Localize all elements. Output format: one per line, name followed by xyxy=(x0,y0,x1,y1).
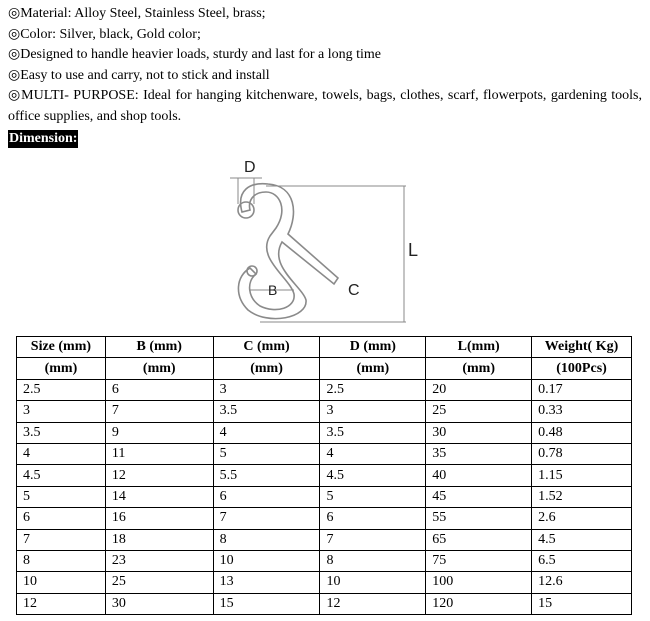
feature-color: ◎Color: Silver, black, Gold color; xyxy=(8,26,201,42)
table-cell: 120 xyxy=(426,593,532,614)
table-cell: 2.6 xyxy=(532,508,632,529)
table-cell: 5.5 xyxy=(213,465,320,486)
table-row xyxy=(17,486,632,507)
table-row xyxy=(17,465,632,486)
table-cell: 7 xyxy=(213,508,320,529)
table-cell: 6 xyxy=(17,508,106,529)
label-d: D xyxy=(244,159,256,176)
table-cell: 12.6 xyxy=(532,572,632,593)
table-cell: 0.33 xyxy=(532,401,632,422)
table-cell: 3.5 xyxy=(213,401,320,422)
header-row-sub xyxy=(17,358,632,379)
table-cell: 7 xyxy=(320,529,426,550)
table-cell: 9 xyxy=(105,422,213,443)
table-cell: 55 xyxy=(426,508,532,529)
table-row xyxy=(17,593,632,614)
table-cell: 3.5 xyxy=(17,422,106,443)
table-cell: 4.5 xyxy=(320,465,426,486)
table-cell: 12 xyxy=(320,593,426,614)
table-cell: 3 xyxy=(320,401,426,422)
header-b: B (mm) xyxy=(105,337,213,358)
table-cell: 0.17 xyxy=(532,379,632,400)
table-cell: 16 xyxy=(105,508,213,529)
table-cell: 30 xyxy=(105,593,213,614)
header-size-unit: (mm) xyxy=(17,358,106,379)
feature-easy-use: ◎Easy to use and carry, not to stick and install xyxy=(8,67,270,83)
table-cell: 10 xyxy=(17,572,106,593)
table-cell: 2.5 xyxy=(320,379,426,400)
table-cell: 12 xyxy=(17,593,106,614)
label-b: B xyxy=(268,282,278,298)
header-l-unit: (mm) xyxy=(426,358,532,379)
table-cell: 6.5 xyxy=(532,550,632,571)
table-cell: 65 xyxy=(426,529,532,550)
table-cell: 1.15 xyxy=(532,465,632,486)
table-cell: 3 xyxy=(17,401,106,422)
dimension-heading: Dimension: xyxy=(9,131,78,146)
table-body xyxy=(17,379,632,614)
table-cell: 4.5 xyxy=(17,465,106,486)
s-hook-drawing xyxy=(210,150,440,330)
table-cell: 5 xyxy=(213,443,320,464)
table-cell: 8 xyxy=(320,550,426,571)
table-cell: 7 xyxy=(17,529,106,550)
table-cell: 15 xyxy=(532,593,632,614)
label-c: C xyxy=(348,282,360,299)
table-cell: 7 xyxy=(105,401,213,422)
feature-durability: ◎Designed to handle heavier loads, sturdy and last for a long time xyxy=(8,47,382,63)
s-hook-diagram xyxy=(210,150,440,330)
table-cell: 10 xyxy=(320,572,426,593)
table-row xyxy=(17,529,632,550)
header-c-unit: (mm) xyxy=(213,358,320,379)
table-cell: 40 xyxy=(426,465,532,486)
header-l: L(mm) xyxy=(426,337,532,358)
table-row xyxy=(17,422,632,443)
feature-multi-purpose: ◎MULTI- PURPOSE: Ideal for hanging kitchenware, towels, bags, clothes, scarf, flowerpots, gardening tools, office supplies, and shop tools. xyxy=(8,88,642,124)
table-cell: 23 xyxy=(105,550,213,571)
table-cell: 4 xyxy=(213,422,320,443)
table-cell: 4.5 xyxy=(532,529,632,550)
table-cell: 13 xyxy=(213,572,320,593)
table-cell: 100 xyxy=(426,572,532,593)
table-cell: 5 xyxy=(17,486,106,507)
table-row xyxy=(17,401,632,422)
feature-list xyxy=(8,4,642,128)
table-cell: 0.48 xyxy=(532,422,632,443)
table-cell: 18 xyxy=(105,529,213,550)
table-cell: 1.52 xyxy=(532,486,632,507)
table-cell: 6 xyxy=(213,486,320,507)
table-cell: 45 xyxy=(426,486,532,507)
dimension-lines xyxy=(230,178,406,322)
table-row xyxy=(17,508,632,529)
table-cell: 20 xyxy=(426,379,532,400)
table-cell: 12 xyxy=(105,465,213,486)
table-cell: 4 xyxy=(320,443,426,464)
table-cell: 4 xyxy=(17,443,106,464)
table-cell: 8 xyxy=(213,529,320,550)
header-weight: Weight( Kg) xyxy=(532,337,632,358)
table-cell: 10 xyxy=(213,550,320,571)
table-cell: 2.5 xyxy=(17,379,106,400)
feature-material: ◎Material: Alloy Steel, Stainless Steel, brass; xyxy=(8,6,266,21)
table-cell: 3 xyxy=(213,379,320,400)
header-b-unit: (mm) xyxy=(105,358,213,379)
table-cell: 30 xyxy=(426,422,532,443)
table-cell: 14 xyxy=(105,486,213,507)
header-weight-unit: (100Pcs) xyxy=(532,358,632,379)
table-row xyxy=(17,379,632,400)
table-row xyxy=(17,572,632,593)
table-cell: 25 xyxy=(105,572,213,593)
table-cell: 3.5 xyxy=(320,422,426,443)
table-cell: 6 xyxy=(105,379,213,400)
table-cell: 75 xyxy=(426,550,532,571)
table-cell: 8 xyxy=(17,550,106,571)
header-c: C (mm) xyxy=(213,337,320,358)
label-l: L xyxy=(408,240,419,260)
header-size: Size (mm) xyxy=(17,337,106,358)
table-cell: 25 xyxy=(426,401,532,422)
dimension-table xyxy=(16,336,632,615)
table-cell: 0.78 xyxy=(532,443,632,464)
header-d-unit: (mm) xyxy=(320,358,426,379)
header-row-units xyxy=(17,337,632,358)
s-hook-outline xyxy=(238,184,338,319)
table-cell: 15 xyxy=(213,593,320,614)
table-cell: 35 xyxy=(426,443,532,464)
table-row xyxy=(17,550,632,571)
header-d: D (mm) xyxy=(320,337,426,358)
table-cell: 11 xyxy=(105,443,213,464)
table-cell: 6 xyxy=(320,508,426,529)
table-row xyxy=(17,443,632,464)
table-cell: 5 xyxy=(320,486,426,507)
